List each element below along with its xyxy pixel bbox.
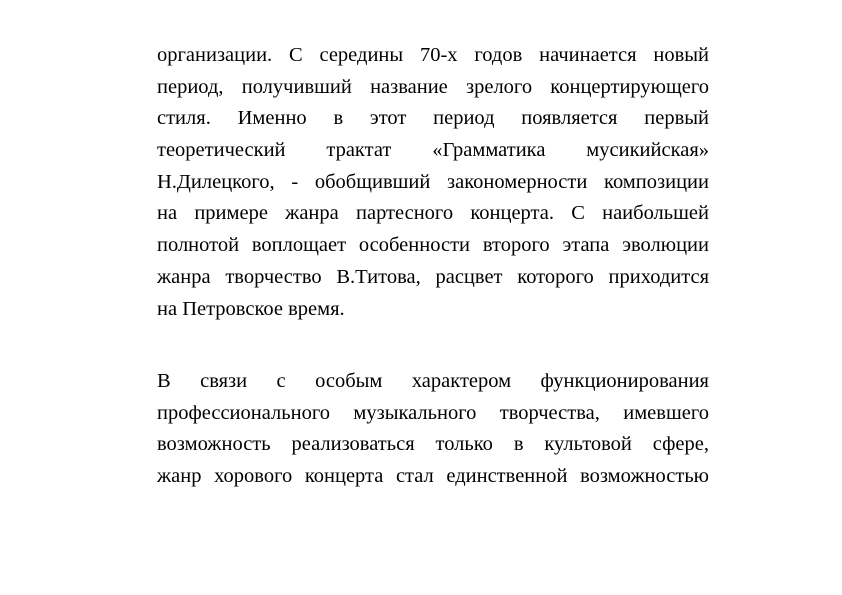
paragraph-1-line: на примере жанра партесного концерта. С наибольшей bbox=[157, 202, 709, 225]
paragraph-1-line: теоретический трактат «Грамматика мусикийская» bbox=[157, 139, 709, 162]
paragraph-1-line: Н.Дилецкого, - обобщивший закономерности композиции bbox=[157, 170, 709, 193]
paragraph-2 bbox=[157, 366, 709, 493]
paragraph-2-line: профессионального музыкального творчества, имевшего bbox=[157, 401, 709, 424]
paragraph-2-line: возможность реализоваться только в культовой сфере, bbox=[157, 433, 709, 456]
paragraph-1 bbox=[157, 40, 709, 325]
paragraph-1-line: организации. С середины 70-х годов начинается новый bbox=[157, 44, 709, 66]
paragraph-1-line: стиля. Именно в этот период появляется первый bbox=[157, 107, 709, 130]
paragraph-1-line: полнотой воплощает особенности второго этапа эволюции bbox=[157, 234, 709, 257]
paragraph-1-line: период, получивший название зрелого концертирующего bbox=[157, 75, 709, 98]
paragraph-1-line: на Петровское время. bbox=[157, 297, 345, 320]
paragraph-2-line: В связи с особым характером функционирования bbox=[157, 370, 709, 392]
paragraph-2-line: жанр хорового концерта стал единственной возможностью bbox=[157, 465, 709, 488]
paragraph-1-line: жанра творчество В.Титова, расцвет которого приходится bbox=[157, 265, 709, 288]
